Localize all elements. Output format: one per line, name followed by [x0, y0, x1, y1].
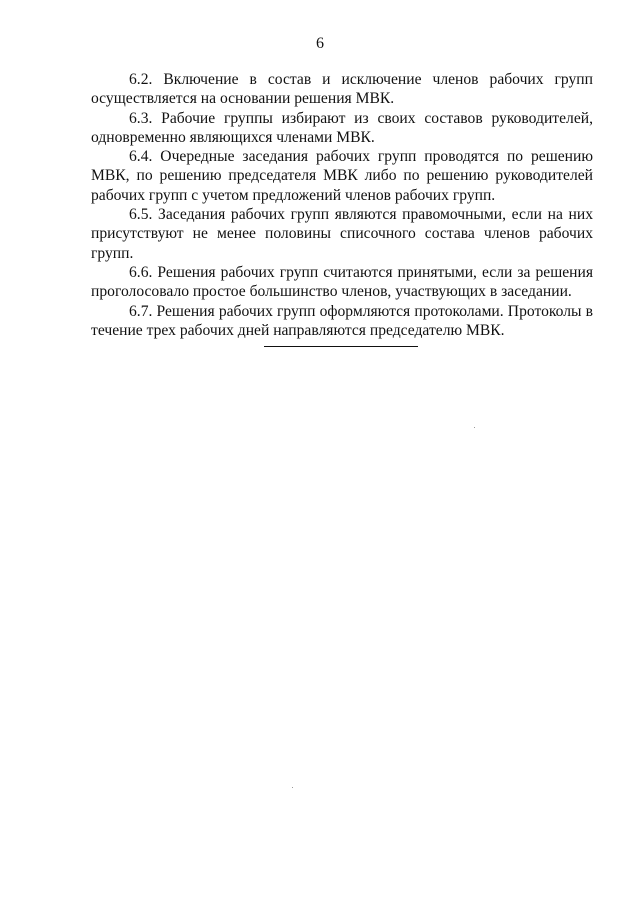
paragraph-6-6: 6.6. Решения рабочих групп считаются принятыми, если за решения проголосовало простое большинство членов, участвующих в заседании. [91, 263, 593, 301]
document-body [91, 70, 593, 340]
page-number: 6 [316, 35, 324, 52]
paragraph-6-7: 6.7. Решения рабочих групп оформляются протоколами. Протоколы в течение трех рабочих дней направляются председателю МВК. [91, 302, 593, 339]
paragraph-6-2: 6.2. Включение в состав и исключение членов рабочих групп осуществляется на основании решения МВК. [91, 71, 593, 108]
scan-speck [474, 427, 475, 428]
paragraph-6-3: 6.3. Рабочие группы избирают из своих составов руководителей, одновременно являющихся членами МВК. [91, 109, 593, 146]
paragraph-6-4: 6.4. Очередные заседания рабочих групп проводятся по решению МВК, по решению председателя МВК либо по решению руководителей рабочих групп с учетом предложений членов рабочих групп. [91, 148, 593, 204]
scan-speck [292, 787, 293, 788]
end-of-document-rule [264, 346, 418, 347]
paragraph-6-5: 6.5. Заседания рабочих групп являются правомочными, если на них присутствуют не менее половины списочного состава членов рабочих групп. [91, 206, 593, 262]
